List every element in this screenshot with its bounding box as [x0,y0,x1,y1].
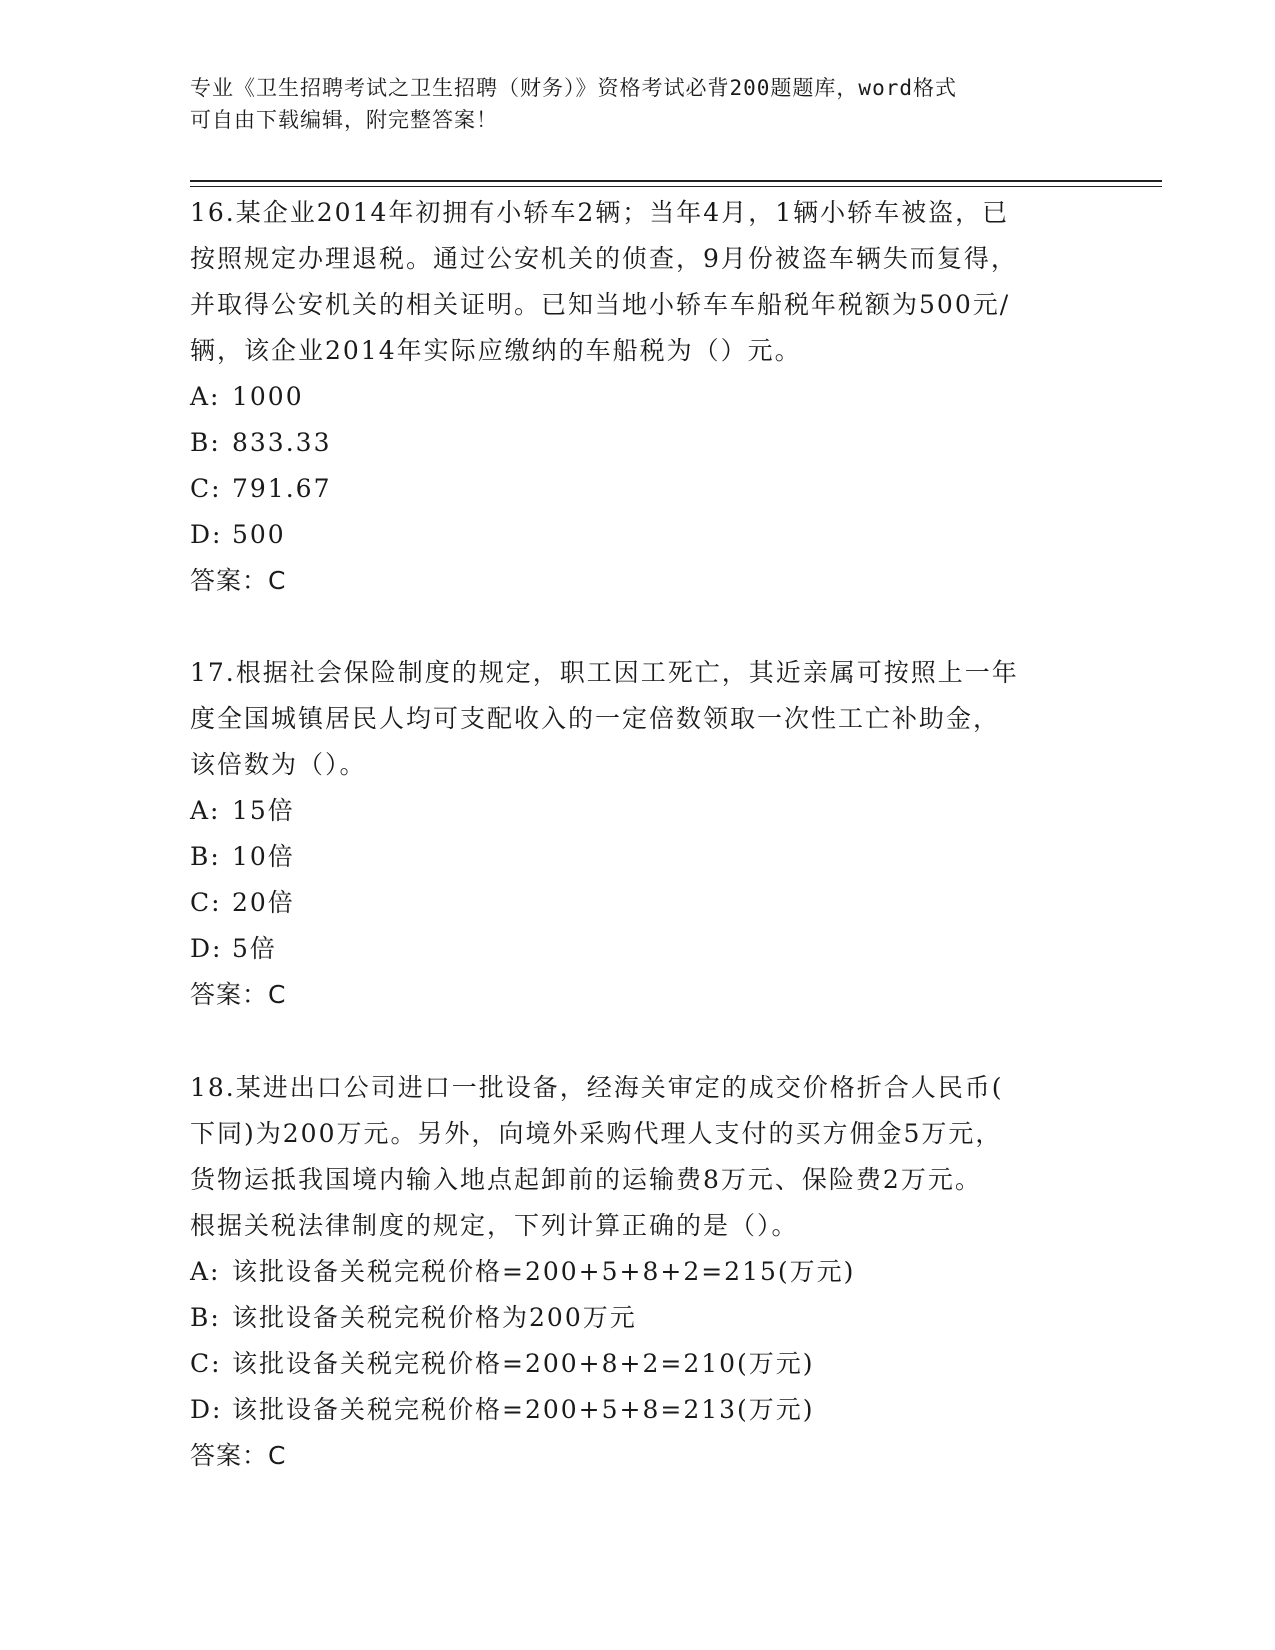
option-key: A: [190,796,221,825]
option-d [190,1387,1090,1433]
option-key: D: [190,520,223,549]
option-key: C: [190,888,222,917]
stem-line: 17.根据社会保险制度的规定，职工因工死亡，其近亲属可按照上一年 [190,658,1019,687]
option-text: 500 [232,520,286,549]
option-d [190,512,1090,558]
stem-line: 度全国城镇居民人均可支配收入的一定倍数领取一次性工亡补助金， [190,704,1001,733]
option-a [190,1249,1090,1295]
option-text: 15倍 [232,796,295,825]
option-key: C: [190,474,222,503]
stem-line: 并取得公安机关的相关证明。已知当地小轿车车船税年税额为500元/ [190,290,1011,319]
option-b [190,834,1090,880]
option-d [190,926,1090,972]
stem-line: 该倍数为（）。 [190,750,367,779]
question-16 [190,190,1090,604]
option-c [190,1341,1090,1387]
option-text: 该批设备关税完税价格=200+5+8=213(万元) [232,1395,815,1424]
stem-line: 16.某企业2014年初拥有小轿车2辆；当年4月，1辆小轿车被盗，已 [190,198,1010,227]
question-18 [190,1065,1090,1479]
option-text: 10倍 [232,842,295,871]
option-text: 该批设备关税完税价格为200万元 [232,1303,637,1332]
stem-line: 货物运抵我国境内输入地点起卸前的运输费8万元、保险费2万元。 [190,1165,982,1194]
option-b [190,1295,1090,1341]
stem-line: 根据关税法律制度的规定，下列计算正确的是（）。 [190,1211,799,1240]
stem-line: 18.某进出口公司进口一批设备，经海关审定的成交价格折合人民币( [190,1073,1004,1102]
option-key: A: [190,1257,221,1286]
option-c [190,880,1090,926]
answer-line: 答案：C [190,1441,287,1470]
option-list [190,1249,1090,1433]
question-stem [190,190,1090,374]
stem-line: 下同)为200万元。另外，向境外采购代理人支付的买方佣金5万元， [190,1119,1003,1148]
option-key: D: [190,1395,223,1424]
header-line-1: 专业《卫生招聘考试之卫生招聘（财务）》资格考试必背200题题库，word格式 [190,76,957,100]
option-list [190,788,1090,972]
option-key: B: [190,842,221,871]
document-header [190,72,1090,136]
header-line-2: 可自由下载编辑，附完整答案！ [190,108,498,132]
answer-line: 答案：C [190,566,287,595]
question-stem [190,650,1090,788]
option-key: B: [190,1303,221,1332]
option-text: 20倍 [232,888,295,917]
option-list [190,374,1090,558]
question-17 [190,650,1090,1018]
header-divider-thin [190,186,1162,187]
header-divider-thick [190,180,1162,182]
question-stem [190,1065,1090,1249]
option-text: 1000 [232,382,304,411]
option-text: 791.67 [232,474,332,503]
option-key: B: [190,428,221,457]
stem-line: 按照规定办理退税。通过公安机关的侦查，9月份被盗车辆失而复得， [190,244,1018,273]
option-key: D: [190,934,223,963]
option-a [190,374,1090,420]
option-text: 5倍 [232,934,277,963]
option-text: 该批设备关税完税价格=200+8+2=210(万元) [232,1349,815,1378]
option-c [190,466,1090,512]
option-a [190,788,1090,834]
answer-line: 答案：C [190,980,287,1009]
option-text: 833.33 [232,428,332,457]
option-text: 该批设备关税完税价格=200+5+8+2=215(万元) [232,1257,856,1286]
option-key: C: [190,1349,222,1378]
option-b [190,420,1090,466]
option-key: A: [190,382,221,411]
stem-line: 辆，该企业2014年实际应缴纳的车船税为（）元。 [190,336,802,365]
